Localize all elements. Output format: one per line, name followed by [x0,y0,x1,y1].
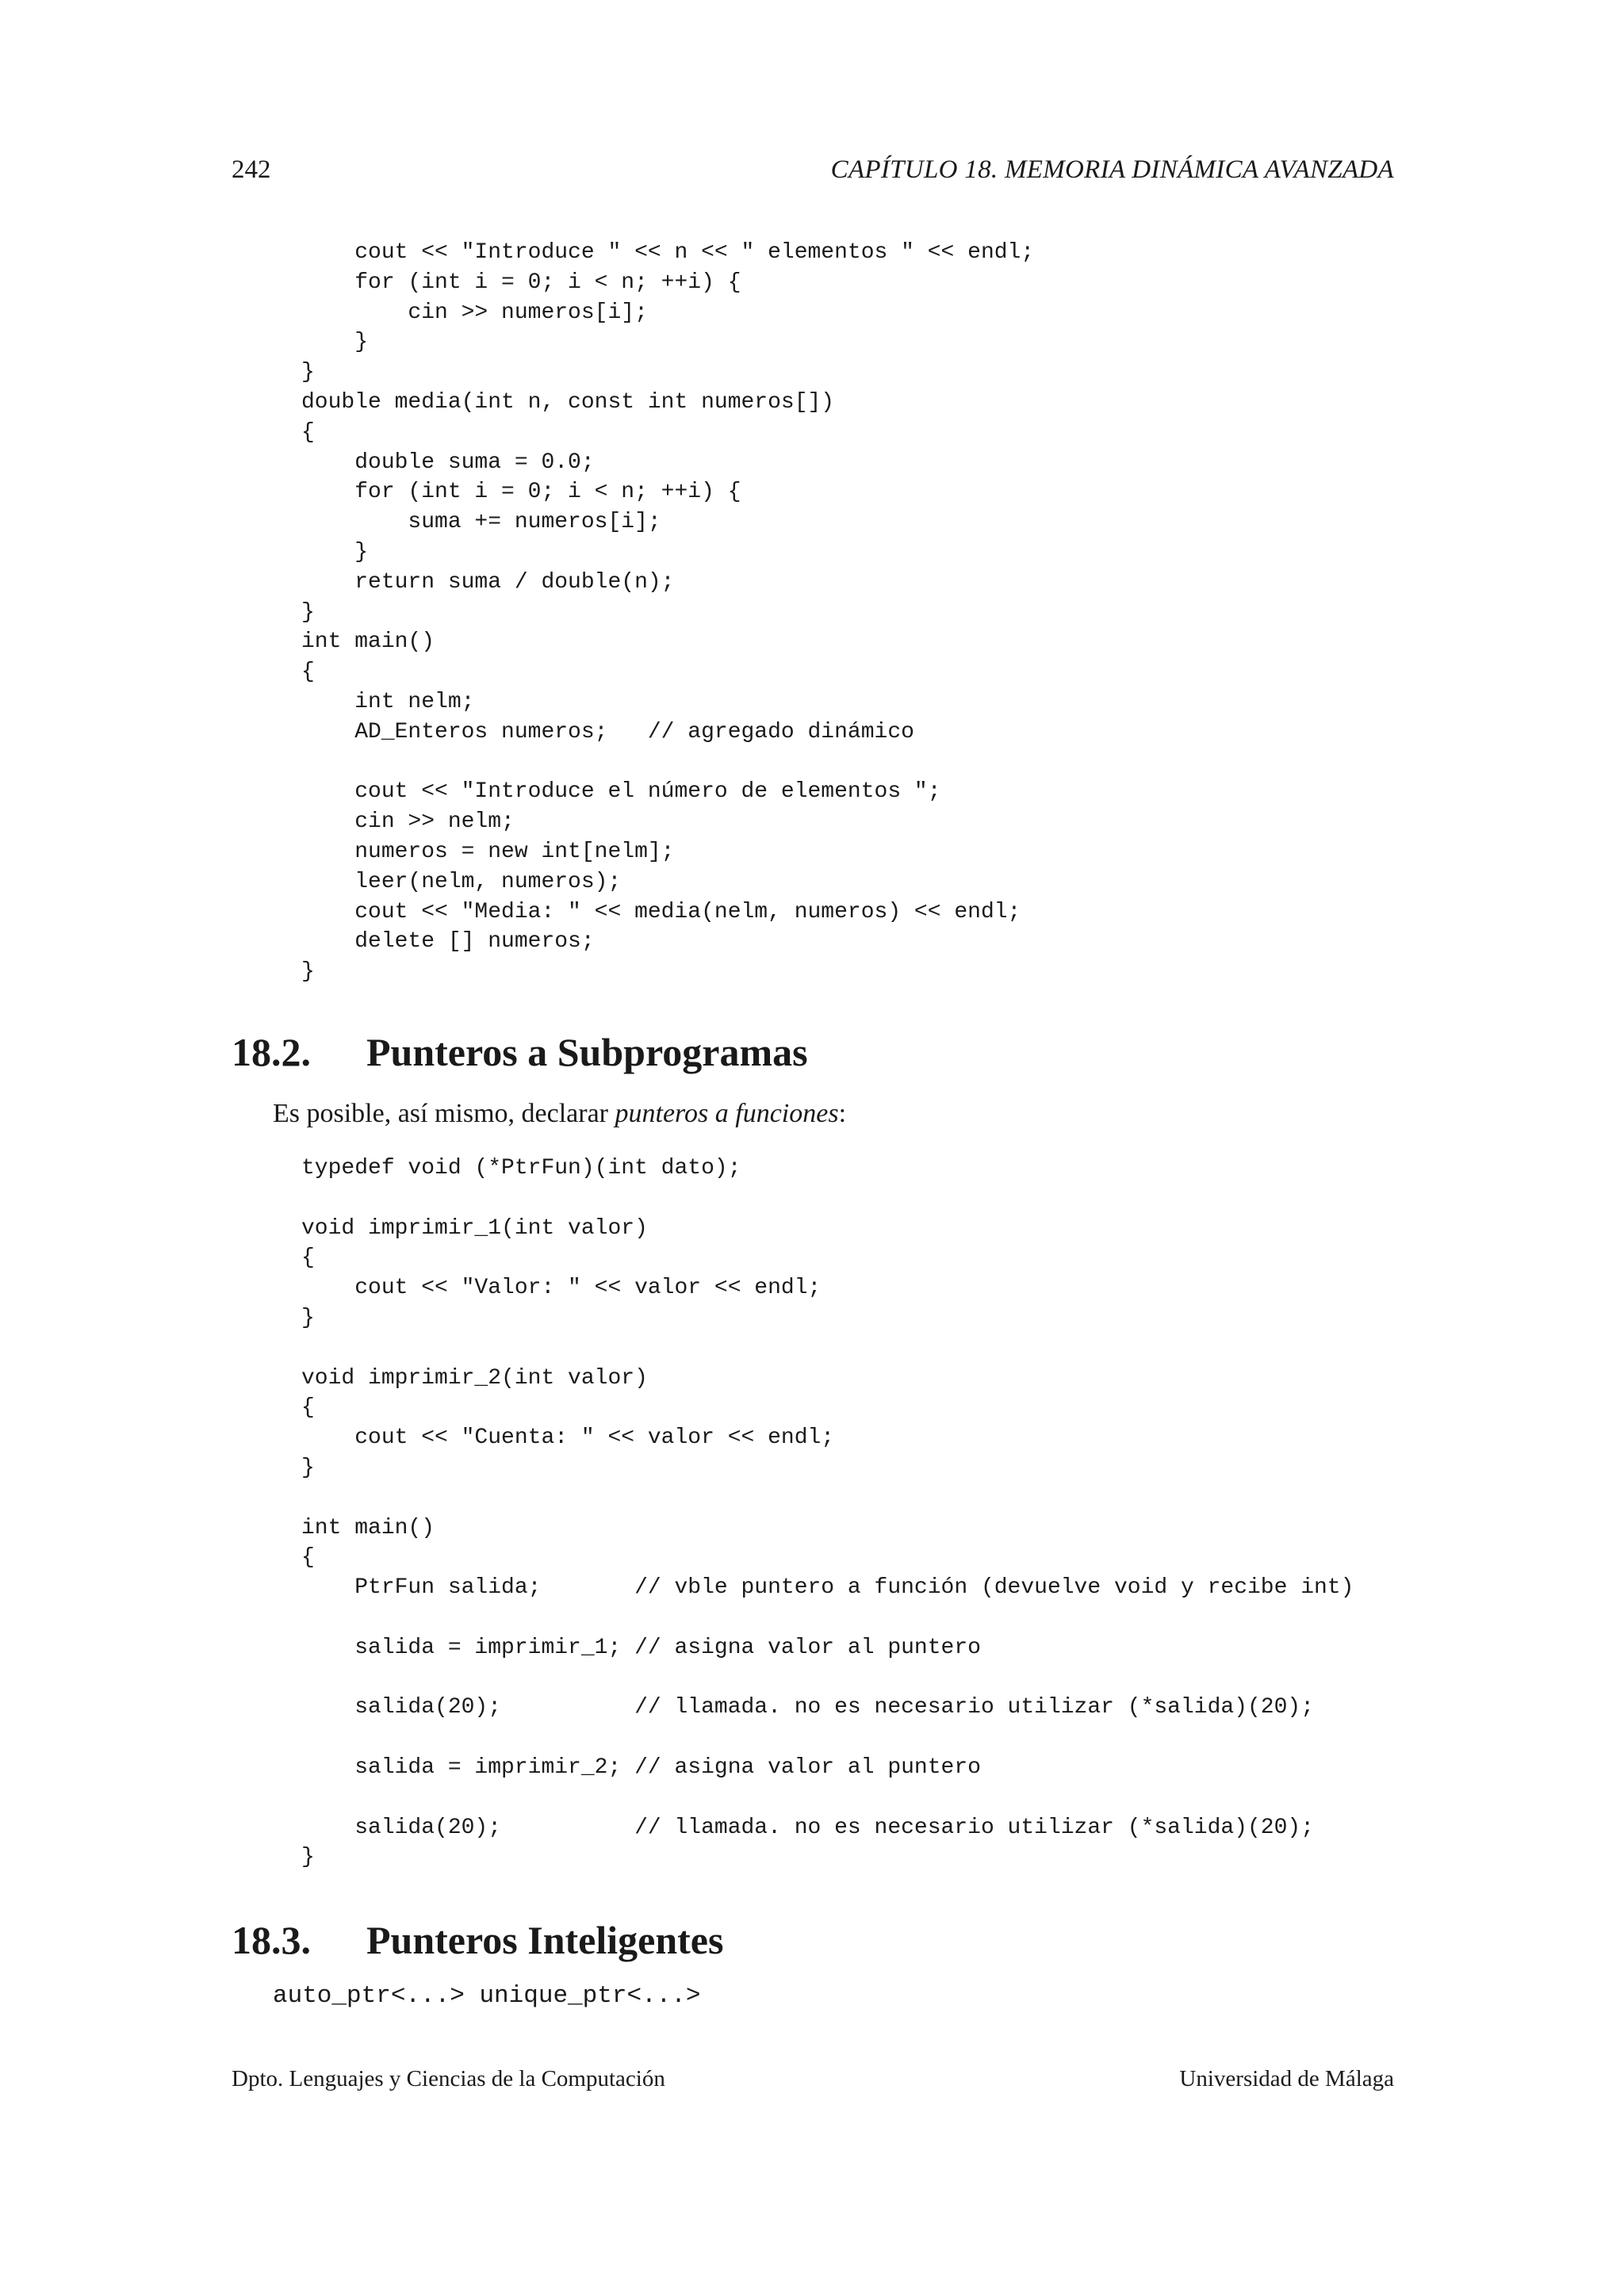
footer-university: Universidad de Málaga [1179,2066,1394,2091]
code-line [301,1184,1354,1214]
code-line [301,1663,1354,1693]
code-line: AD_Enteros numeros; // agregado dinámico [301,719,914,744]
code-line [301,1334,1354,1364]
section-title: Punteros Inteligentes [366,1918,724,1962]
code-line [301,1783,1354,1813]
code-line: salida(20); // llamada. no es necesario utilizar (*salida)(20); [301,1815,1315,1840]
code-line: numeros = new int[nelm]; [301,839,675,864]
code-line: int nelm; [301,689,475,714]
code-line: typedef void (*PtrFun)(int dato); [301,1156,741,1181]
code-line: PtrFun salida; // vble puntero a función (devuelve void y recibe int) [301,1575,1354,1601]
code-line: { [301,660,315,685]
code-line: } [301,1305,315,1330]
code-line: { [301,1395,315,1421]
code-line: } [301,360,315,385]
code-line: } [301,599,315,625]
section-number: 18.2. [232,1030,311,1074]
code-line: cout << "Cuenta: " << valor << endl; [301,1425,835,1451]
code-line: int main() [301,1515,435,1540]
running-header: CAPÍTULO 18. MEMORIA DINÁMICA AVANZADA [830,155,1394,184]
code-line: for (int i = 0; i < n; ++i) { [301,270,741,295]
code-line [301,748,1034,778]
code-line: cout << "Introduce el número de elementos "; [301,779,941,805]
code-line: cout << "Introduce " << n << " elementos " << endl; [301,240,1035,265]
code-line: delete [] numeros; [301,929,595,955]
code-line: } [301,1455,315,1480]
intro-paragraph [273,1099,846,1129]
code-line: cout << "Media: " << media(nelm, numeros) << endl; [301,899,1021,924]
code-line: { [301,1545,315,1571]
code-line: double media(int n, const int numeros[]) [301,389,835,415]
intro-colon: : [838,1099,847,1128]
code-line: } [301,539,369,564]
code-line: double suma = 0.0; [301,450,595,475]
code-line: } [301,330,369,355]
code-line: int main() [301,629,435,655]
code-block-function-pointers [301,1154,1354,1873]
smart-pointer-types: auto_ptr<...> unique_ptr<...> [273,1982,701,2010]
code-line: return suma / double(n); [301,569,675,595]
code-line: salida = imprimir_2; // asigna valor al puntero [301,1755,981,1780]
code-line: for (int i = 0; i < n; ++i) { [301,480,741,505]
footer-department: Dpto. Lenguajes y Ciencias de la Computación [232,2066,665,2091]
code-block-media [301,238,1034,987]
code-line: salida(20); // llamada. no es necesario utilizar (*salida)(20); [301,1695,1315,1720]
code-line: leer(nelm, numeros); [301,869,622,894]
code-line [301,1723,1354,1753]
section-title: Punteros a Subprogramas [366,1030,808,1074]
code-line: } [301,959,315,985]
intro-emphasis: punteros a funciones [615,1099,839,1128]
intro-text: Es posible, así mismo, declarar [273,1099,615,1128]
code-line: suma += numeros[i]; [301,510,661,535]
code-line: cin >> numeros[i]; [301,300,648,325]
page-number: 242 [232,155,271,184]
code-line: cin >> nelm; [301,809,515,835]
code-line: salida = imprimir_1; // asigna valor al puntero [301,1635,981,1660]
code-line: { [301,419,315,445]
code-line [301,1603,1354,1633]
code-line: void imprimir_1(int valor) [301,1215,648,1241]
section-number: 18.3. [232,1918,311,1962]
code-line: { [301,1246,315,1271]
code-line: void imprimir_2(int valor) [301,1365,648,1391]
code-line: } [301,1845,315,1870]
code-line [301,1483,1354,1513]
code-line: cout << "Valor: " << valor << endl; [301,1276,822,1301]
